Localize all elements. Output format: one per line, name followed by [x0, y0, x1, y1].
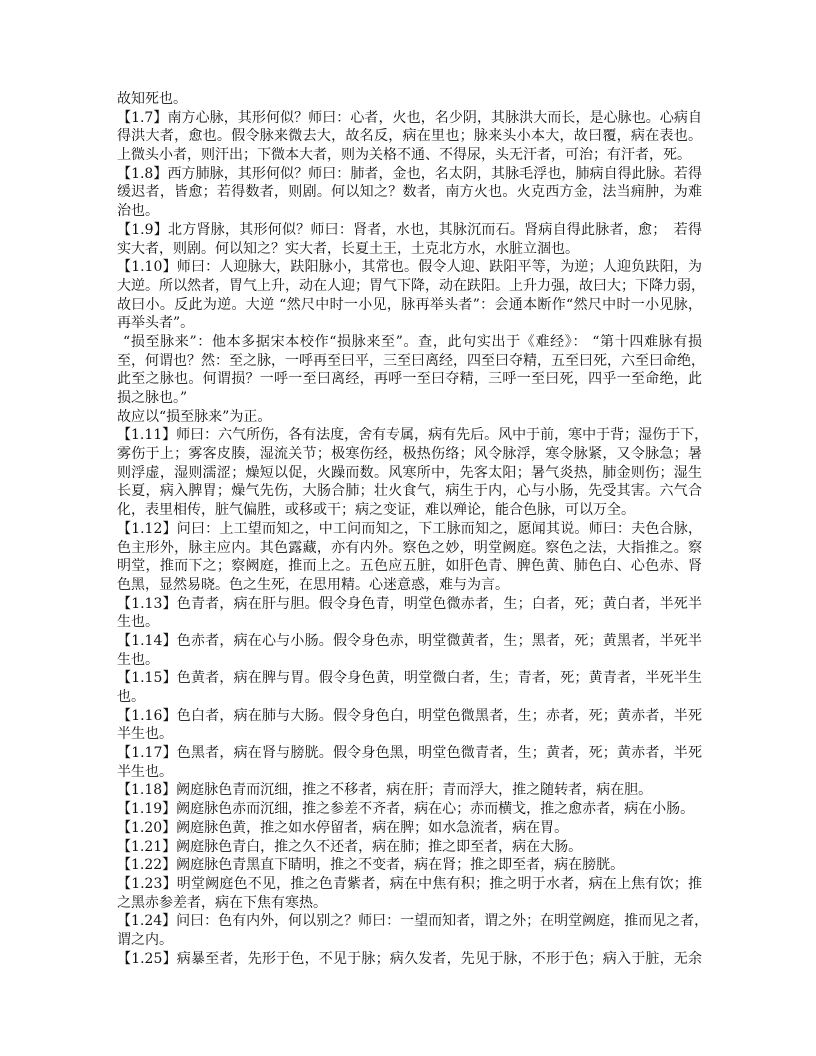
text-line: 治也。: [117, 203, 159, 220]
paragraph-1-11: [117, 426, 709, 519]
text-line: 【1.15】色黄者，病在脾与胃。假令身色黄，明堂微白者，生；青者，死；黄青者，半死半生: [117, 670, 702, 687]
paragraph-1-7: [117, 109, 702, 165]
text-line: 上微头小者，则汗出；下微本大者，则为关格不通、不得尿，头无汗者，可治；有汗者，死。: [117, 147, 691, 164]
text-line: 谓之内。: [117, 931, 173, 948]
text-line: 【1.9】北方肾脉，其形何似？师曰：肾者，水也，其脉沉而石。肾病自得此脉者，愈； 若得: [117, 221, 702, 238]
text-line: 【1.16】色白者，病在肺与大肠。假令身色白，明堂色微黑者，生；赤者，死；黄赤者，半死: [117, 707, 702, 724]
text-line: 【1.23】明堂阙庭色不见，推之色青紫者，病在中焦有积；推之明于水者，病在上焦有饮；推: [117, 875, 702, 892]
paragraph-1-25: [117, 950, 702, 969]
paragraph-1-20: [117, 819, 702, 838]
text-line: 生也。: [117, 651, 159, 668]
text-line: 明堂，推而下之；察阙庭，推而上之。五色应五脏，如肝色青、脾色黄、肺色白、心色赤、肾: [117, 558, 702, 575]
text-line: 【1.12】问曰：上工望而知之，中工问而知之，下工脉而知之，愿闻其说。师曰：夫色合脉，: [117, 520, 702, 537]
text-line: 生也。: [117, 614, 159, 631]
text-line: 故知死也。: [117, 91, 187, 107]
text-line: 【1.22】阙庭脉色青黑直下睛明，推之不变者，病在肾；推之即至者，病在膀胱。: [117, 857, 625, 874]
text-line: 色主形外，脉主应内。其色露藏，亦有内外。察色之妙，明堂阙庭。察色之法，大指推之。察: [117, 539, 702, 556]
text-line: 也。: [117, 689, 145, 705]
text-line: 【1.11】师曰：六气所伤，各有法度，舍有专属，病有先后。风中于前，寒中于背；湿伤于下，: [117, 427, 709, 444]
text-line: 【1.14】色赤者，病在心与小肠。假令身色赤，明堂微黄者，生；黑者，死；黄黑者，半死半: [117, 632, 702, 649]
paragraph-1-9: [117, 221, 702, 258]
paragraph-1-12: [117, 520, 702, 595]
document-body: [117, 90, 709, 968]
text-line: 化，表里相传，脏气偏胜，或移或干；病之变证，难以殚论，能合色脉，可以万全。: [117, 502, 635, 519]
paragraph-1-18: [117, 781, 702, 800]
paragraph-1-10: [117, 258, 705, 333]
paragraph-1-16: [117, 707, 702, 744]
text-line: 长夏，病入脾胃；燥气先伤，大肠合肺；壮火食气，病生于内，心与小肠，先受其害。六气合: [117, 483, 702, 500]
text-line: 故曰小。反此为逆。大逆 “然尺中时一小见，脉再举头者”：会通本断作“然尺中时一小见脉，: [117, 296, 702, 313]
text-line: 【1.13】色青者，病在肝与胆。假令身色青，明堂色微赤者，生；白者，死；黄白者，半死半: [117, 595, 702, 612]
text-line: 再举头者”。: [117, 315, 195, 332]
paragraph-1-21: [117, 838, 702, 857]
paragraph-1-8: [117, 165, 702, 221]
text-line: 之黑赤参差者，病在下焦有寒热。: [117, 894, 327, 911]
text-line: 得洪大者，愈也。假令脉来微去大，故名反，病在里也；脉来头小本大，故曰覆，病在表也。: [117, 128, 702, 145]
paragraph-1-14: [117, 632, 702, 669]
text-line: 故应以“损至脉来”为正。: [117, 408, 272, 425]
paragraph-1-13: [117, 595, 702, 632]
paragraph-p0: [117, 90, 702, 109]
paragraph-conclusion: [117, 408, 702, 427]
text-line: 【1.18】阙庭脉色青而沉细，推之不移者，病在肝；青而浮大，推之随转者，病在胆。: [117, 782, 653, 799]
text-line: 大逆。所以然者，胃气上升，动在人迎；胃气下降，动在趺阳。上升力强，故曰大；下降力弱，: [117, 277, 705, 294]
text-line: 【1.21】阙庭脉色青白，推之久不还者，病在肺；推之即至者，病在大肠。: [117, 838, 583, 855]
text-line: 半生也。: [117, 763, 173, 780]
paragraph-1-23: [117, 875, 702, 912]
text-line: 【1.7】南方心脉，其形何似？师曰：心者，火也，名少阴，其脉洪大而长，是心脉也。心病自: [117, 109, 702, 126]
text-line: 【1.25】病暴至者，先形于色，不见于脉；病久发者，先见于脉，不形于色；病入于脏，无余: [117, 950, 702, 967]
text-line: 雾伤于上；雾客皮腠，湿流关节；极寒伤经，极热伤络；风令脉浮，寒令脉紧，又令脉急；暑: [117, 446, 702, 463]
text-line: 【1.17】色黑者，病在肾与膀胱。假令身色黑，明堂色微青者，生；黄者，死；黄赤者，半死: [117, 745, 702, 762]
paragraph-1-22: [117, 856, 702, 875]
text-line: 半生也。: [117, 726, 173, 743]
text-line: 【1.8】西方肺脉，其形何似？师曰：肺者，金也，名太阴，其脉毛浮也，肺病自得此脉。若得: [117, 165, 702, 182]
text-line: 【1.24】问曰：色有内外，何以别之？师曰：一望而知者，谓之外；在明堂阙庭，推而见之者，: [117, 913, 709, 930]
text-line: 此至之脉也。何谓损？一呼一至曰离经，再呼一至曰夺精，三呼一至曰死，四乎一至命绝，此: [117, 371, 702, 388]
text-line: 损之脉也。”: [117, 390, 188, 406]
paragraph-1-19: [117, 800, 702, 819]
paragraph-1-24: [117, 912, 709, 949]
text-line: 至，何谓也？然：至之脉，一呼再至曰平，三至曰离经，四至曰夺精，五至曰死，六至曰命绝，: [117, 352, 705, 369]
text-line: 色黑，显然易晓。色之生死，在思用精。心迷意惑，难与为言。: [117, 576, 509, 593]
text-line: 【1.10】师曰：人迎脉大，趺阳脉小，其常也。假令人迎、趺阳平等，为逆；人迎负趺阳，为: [117, 259, 702, 276]
text-line: 则浮虚，湿则濡涩；燥短以促，火躁而数。风寒所中，先客太阳；暑气炎热，肺金则伤；湿生: [117, 464, 702, 481]
text-line: 实大者，则剧。何以知之？实大者，长夏土王，土克北方水，水脏立涸也。: [117, 240, 579, 257]
paragraph-note: [117, 333, 705, 408]
text-line: 【1.20】阙庭脉色黄，推之如水停留者，病在脾；如水急流者，病在胃。: [117, 819, 569, 836]
text-line: 【1.19】阙庭脉色赤而沉细，推之参差不齐者，病在心；赤而横戈，推之愈赤者，病在小肠。: [117, 801, 695, 818]
text-line: “损至脉来”：他本多据宋本校作“损脉来至”。查，此句实出于《难经》： “第十四难脉有损: [123, 333, 702, 350]
text-line: 缓迟者，皆愈；若得数者，则剧。何以知之？数者，南方火也。火克西方金，法当痈肿，为难: [117, 184, 702, 201]
paragraph-1-17: [117, 744, 702, 781]
paragraph-1-15: [117, 669, 702, 706]
